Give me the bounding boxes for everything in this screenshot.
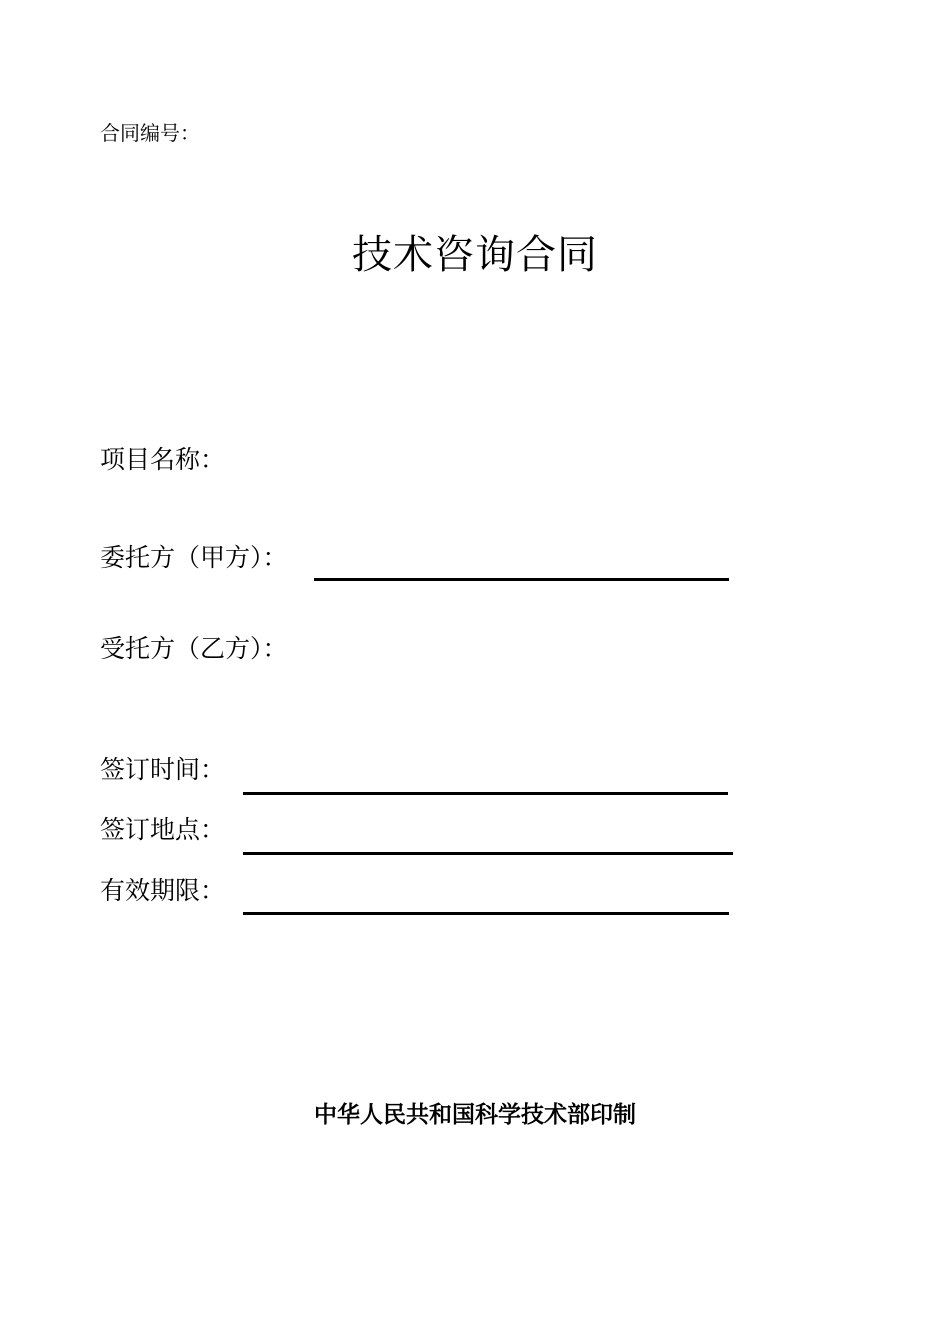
signing-place-underline: [243, 852, 733, 855]
signing-place-label: 签订地点：: [100, 815, 226, 844]
validity-period-underline: [243, 912, 729, 915]
project-name-label: 项目名称：: [100, 445, 226, 474]
signing-date-label: 签订时间：: [100, 755, 226, 784]
validity-period-label: 有效期限：: [100, 876, 226, 905]
party-b-label: 受托方（乙方）：: [100, 634, 288, 663]
issuer-footer: 中华人民共和国科学技术部印制: [314, 1102, 636, 1128]
party-a-underline: [314, 578, 729, 581]
document-title: 技术咨询合同: [352, 232, 598, 278]
contract-number-label: 合同编号：: [100, 121, 200, 145]
party-a-label: 委托方（甲方）：: [100, 543, 288, 572]
signing-date-underline: [243, 792, 728, 795]
